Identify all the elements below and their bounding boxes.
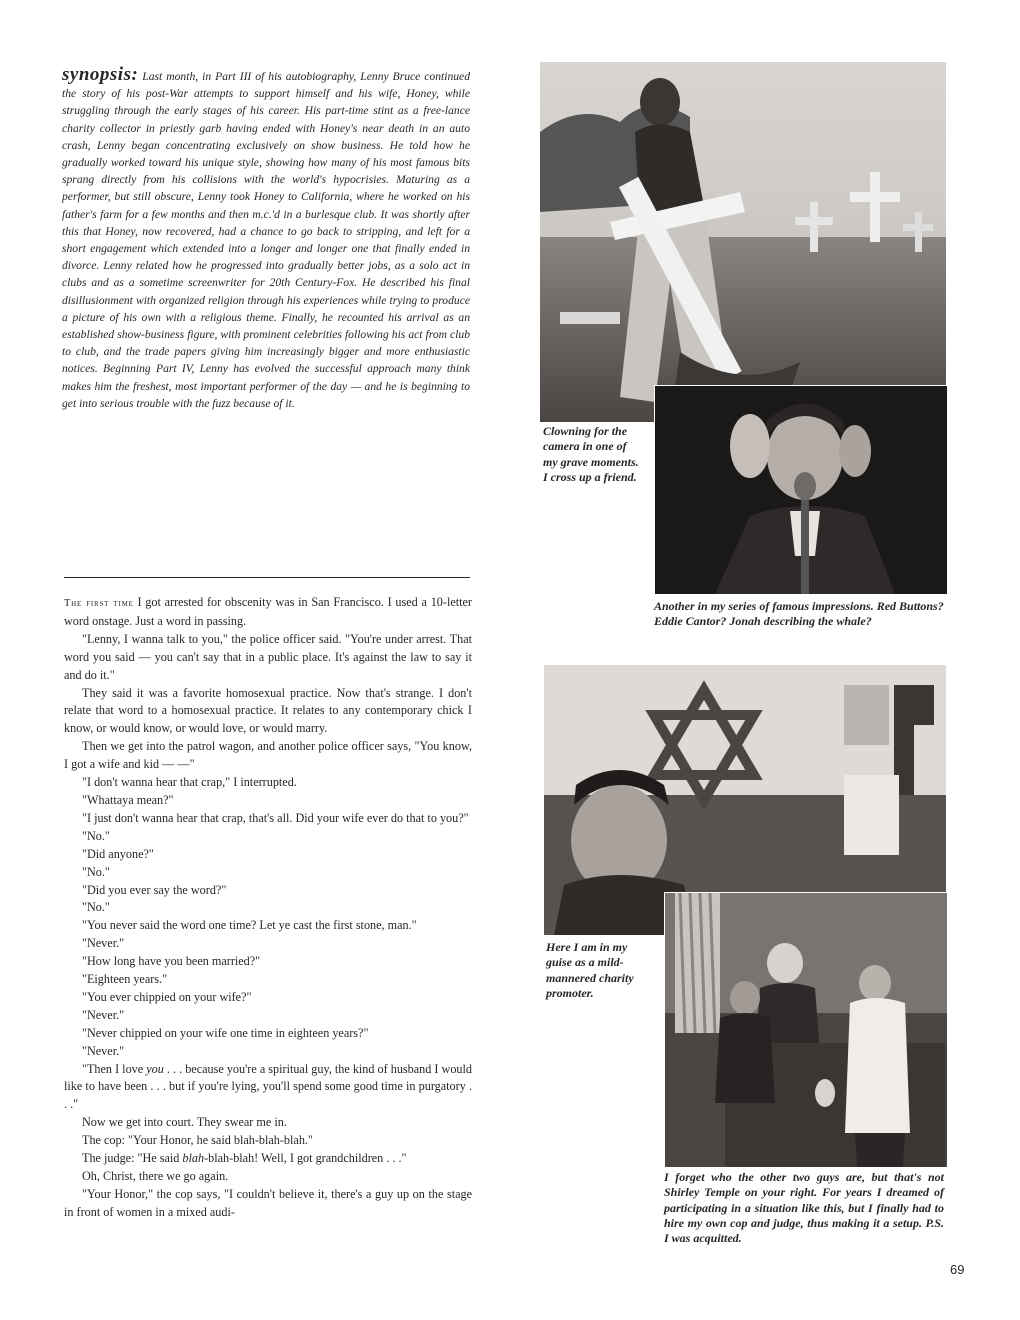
article-paragraph: "I just don't wanna hear that crap, that's all. Did your wife ever do that to you?" xyxy=(82,810,469,825)
article-paragraph: "You never said the word one time? Let ye cast the first stone, man." xyxy=(82,918,417,933)
article-paragraph: The judge: "He said blah-blah-blah! Well, I got grandchildren . . ." xyxy=(82,1151,407,1166)
caption-impression: Another in my series of famous impressions. Red Buttons? Eddie Cantor? Jonah describing the whale? xyxy=(654,599,944,629)
impression-photo xyxy=(654,385,948,595)
article-paragraph: They said it was a favorite homosexual practice. Now that's strange. I don't relate that word to a homosexual practice. It relates to any contemporary chick I know, or would know, or would love, or would marry. xyxy=(64,685,472,736)
cemetery-photo xyxy=(540,62,946,422)
article-paragraph: "How long have you been married?" xyxy=(82,954,261,969)
article-paragraph: "Never." xyxy=(82,936,125,951)
article-paragraph: "Did anyone?" xyxy=(82,846,154,861)
page-number: 69 xyxy=(950,1262,965,1277)
article-paragraph: Now we get into court. They swear me in. xyxy=(82,1115,287,1130)
court-photo xyxy=(664,892,948,1168)
article-paragraph: "Whattaya mean?" xyxy=(82,792,174,807)
synopsis-block xyxy=(62,66,470,412)
article-paragraph: "Eighteen years." xyxy=(82,972,168,987)
article-paragraph: "You ever chippied on your wife?" xyxy=(82,989,252,1004)
article-paragraph: "No." xyxy=(82,828,110,843)
article-paragraph: "Lenny, I wanna talk to you," the police officer said. "You're under arrest. That word you said — you can't say that in a public place. It's against the law to say it and do it." xyxy=(64,631,472,682)
article-paragraph: "Never." xyxy=(82,1043,125,1058)
section-divider xyxy=(64,577,470,578)
article-body xyxy=(64,594,472,1222)
caption-court: I forget who the other two guys are, but that's not Shirley Temple on your right. For years I dreamed of participating in a situation like this, but I finally had to hire my own cop and judge, thus making it a setup. P.S. I was acquitted. xyxy=(664,1170,944,1246)
article-lead-in: The first time xyxy=(64,598,134,609)
article-paragraph: "Your Honor," the cop says, "I couldn't believe it, there's a guy up on the stage in front of women in a mixed audi- xyxy=(64,1186,472,1219)
article-paragraph: The cop: "Your Honor, he said blah-blah-blah." xyxy=(82,1133,313,1148)
caption-cemetery: Clowning for the camera in one of my grave moments. I cross up a friend. xyxy=(543,424,639,484)
article-paragraph: "No." xyxy=(82,900,110,915)
article-paragraph: Then we get into the patrol wagon, and another police officer says, "You know, I got a wife and kid — —" xyxy=(64,739,472,772)
article-paragraph: "Did you ever say the word?" xyxy=(82,882,227,897)
article-paragraph: "Then I love you . . . because you're a spiritual guy, the kind of husband I would like to have been . . . but if you're lying, you'll spend some good time in purgatory . . ." xyxy=(64,1061,473,1112)
article-paragraph: "Never." xyxy=(82,1007,125,1022)
caption-charity: Here I am in my guise as a mild-mannered charity promoter. xyxy=(546,940,634,1000)
synopsis-text: Last month, in Part III of his autobiography, Lenny Bruce continued the story of his post-War attempts to support himself and his wife, Honey, while struggling through the early stages of his career. His part-time stint as a free-lance charity collector in priestly garb having ended with Honey's near death in an auto crash, Lenny began concentrating exclusively on show business. He told how he gradually worked toward his unique style, showing how many of his most famous bits sprang directly from his collisions with the world's hypocrisies. Maturing as a performer, but still obscure, Lenny took Honey to California, where he worked on his father's farm for a few months and then m.c.'d in a burlesque club. It was shortly after this that Honey, now recovered, had a chance to go back to stripping, and left for a short engagement which extended into a longer and longer one that finally ended in divorce. Lenny related how he progressed into gradually better jobs, as a solo act in clubs and as a sometime screenwriter for 20th Century-Fox. He described his final disillusionment with organized religion through his experiences while trying to produce a picture of his own with a religious theme. Finally, he recounted his arrival as an established show-business figure, with prominent celebrities following his act from club to club, and the trade papers giving him increasingly bigger and more enthusiastic notices. Beginning Part IV, Lenny has evolved the successful approach many think makes him the freshest, most important performer of the day — and he is beginning to get into serious trouble with the fuzz because of it. xyxy=(62,70,470,410)
article-paragraph: Oh, Christ, there we go again. xyxy=(82,1169,229,1183)
article-paragraph: "I don't wanna hear that crap," I interrupted. xyxy=(82,775,297,790)
article-paragraph: The first time I got arrested for obscenity was in San Francisco. I used a 10-letter word onstage. Just a word in passing. xyxy=(64,595,472,628)
article-paragraph: "No." xyxy=(82,864,110,879)
synopsis-label: synopsis: xyxy=(62,64,139,85)
article-paragraph: "Never chippied on your wife one time in eighteen years?" xyxy=(82,1025,369,1040)
